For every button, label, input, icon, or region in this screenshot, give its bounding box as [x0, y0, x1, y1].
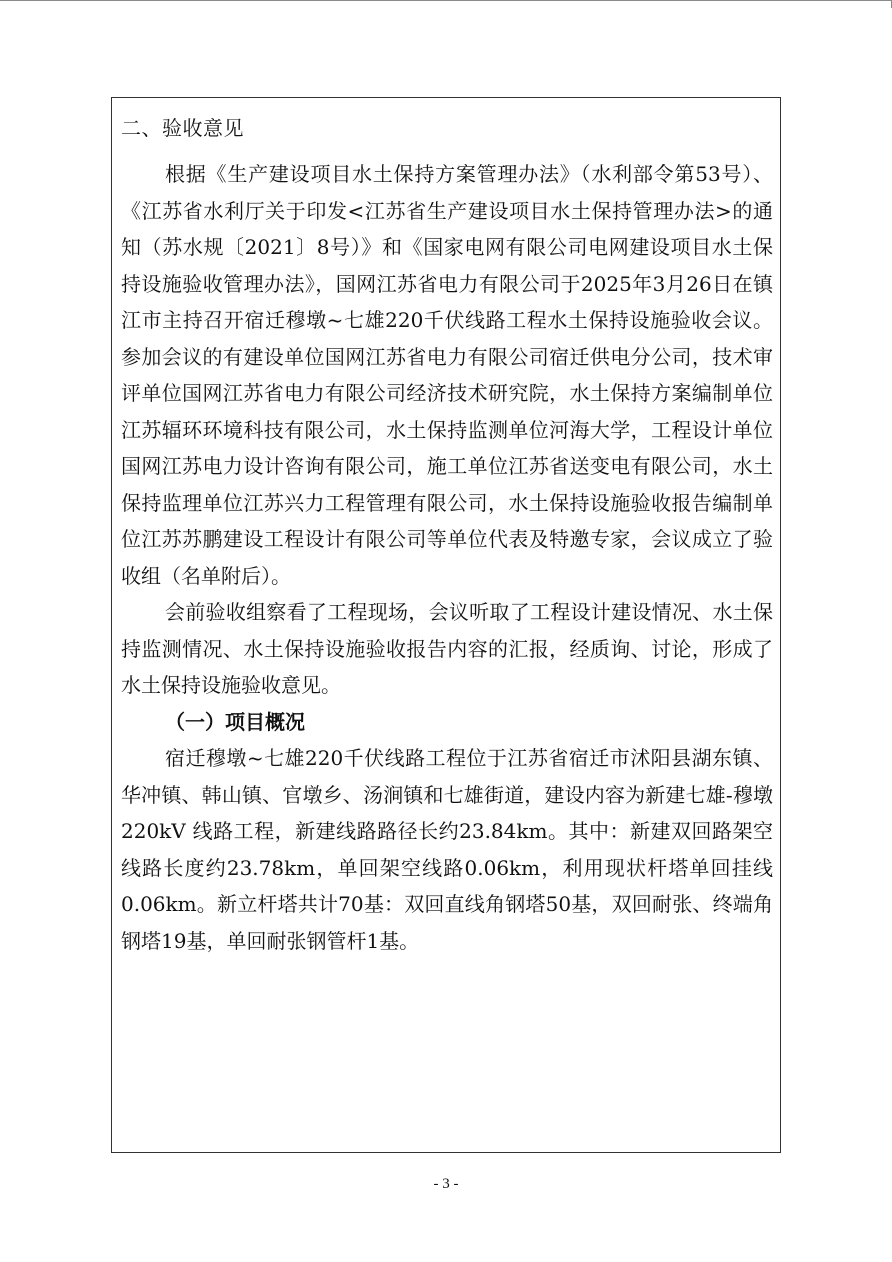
paragraph-acceptance-basis: 根据《生产建设项目水土保持方案管理办法》（水利部令第53号）、《江苏省水利厅关于印发<江苏省生产建设项目水土保持管理办法>的通知（苏水规〔2021〕8号）》和《国家电网有限公司电网建设项目水土保持设施验收管理办法》，国网江苏省电力有限公司于2025年3月26日在镇江市主持召开宿迁穆墩~七雄220千伏线路工程水土保持设施验收会议。参加会议的有建设单位国网江苏省电力有限公司宿迁供电分公司，技术审评单位国网江苏省电力有限公司经济技术研究院，水土保持方案编制单位江苏辐环环境科技有限公司，水土保持监测单位河海大学，工程设计单位国网江苏电力设计咨询有限公司，施工单位江苏省送变电有限公司，水土保持监理单位江苏兴力工程管理有限公司，水土保持设施验收报告编制单位江苏苏鹏建设工程设计有限公司等单位代表及特邀专家，会议成立了验收组（名单附后）。: [121, 162, 773, 588]
page-number: - 3 -: [433, 1176, 459, 1192]
document-body: [121, 111, 773, 959]
paragraph-project-overview: 宿迁穆墩~七雄220千伏线路工程位于江苏省宿迁市沭阳县湖东镇、华冲镇、韩山镇、官墩乡、汤涧镇和七雄街道，建设内容为新建七雄-穆墩 220kV 线路工程，新建线路路径长约23.84km。其中：新建双回路架空线路长度约23.78km，单回架空线路0.06km，利用现状杆塔单回挂线0.06km。新立杆塔共计70基：双回直线角钢塔50基，双回耐张、终端角钢塔19基，单回耐张钢管杆1基。: [121, 746, 773, 953]
document-frame: [111, 97, 781, 1153]
section-heading: 二、验收意见: [121, 116, 244, 140]
paragraph-meeting-process: 会前验收组察看了工程现场，会议听取了工程设计建设情况、水土保持监测情况、水土保持设施验收报告内容的汇报，经质询、讨论，形成了水土保持设施验收意见。: [121, 600, 773, 697]
scan-edge-line: [0, 0, 892, 1]
subsection-heading: （一）项目概况: [165, 709, 305, 734]
